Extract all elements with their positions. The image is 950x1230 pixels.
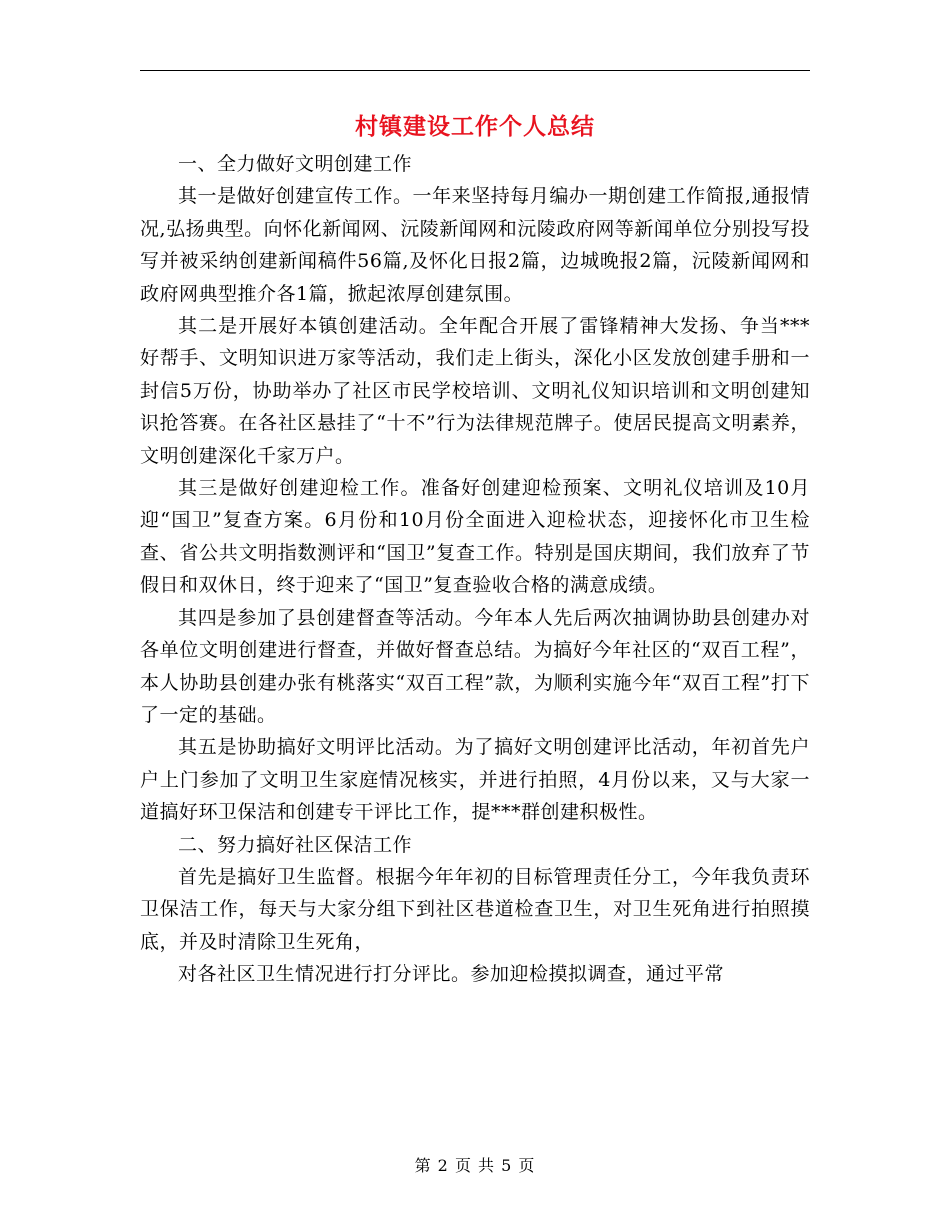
paragraph-activities: 其二是开展好本镇创建活动。全年配合开展了雷锋精神大发扬、争当***好帮手、文明知识进万家等活动，我们走上街头，深化小区发放创建手册和一封信5万份，协助举办了社区市民学校培训、文明礼仪知识培训和文明创建知识抢答赛。在各社区悬挂了“十不”行为法律规范牌子。使居民提高文明素养，文明创建深化千家万户。 [140,315,810,467]
header-rule [140,70,810,71]
paragraph-scoring: 对各社区卫生情况进行打分评比。参加迎检摸拟调查，通过平常 [178,963,725,986]
paragraph-evaluation: 其五是协助搞好文明评比活动。为了搞好文明创建评比活动，年初首先户户上门参加了文明卫生家庭情况核实，并进行拍照，4月份以来，又与大家一道搞好环卫保洁和创建专干评比工作，提***群创建积极性。 [140,736,810,824]
section-heading-2: 二、努力搞好社区保洁工作 [178,833,413,856]
paragraph-sanitation: 首先是搞好卫生监督。根据今年年初的目标管理责任分工，今年我负责环卫保洁工作，每天与大家分组下到社区巷道检查卫生，对卫生死角进行拍照摸底，并及时清除卫生死角， [140,865,810,953]
document-body [140,148,810,991]
document-title: 村镇建设工作个人总结 [355,114,595,140]
paragraph-supervision: 其四是参加了县创建督查等活动。今年本人先后两次抽调协助县创建办对各单位文明创建进行督查，并做好督查总结。为搞好今年社区的“双百工程”，本人协助县创建办张有桃落实“双百工程”款，为顺利实施今年“双百工程”打下了一定的基础。 [140,606,810,726]
page-number: 第 2 页 共 5 页 [414,1156,536,1175]
paragraph-publicity: 其一是做好创建宣传工作。一年来坚持每月编办一期创建工作简报,通报情况,弘扬典型。向怀化新闻网、沅陵新闻网和沅陵政府网等新闻单位分别投写投写并被采纳创建新闻稿件56篇,及怀化日报2篇，边城晚报2篇，沅陵新闻网和政府网典型推介各1篇，掀起浓厚创建氛围。 [140,185,810,305]
paragraph-inspection: 其三是做好创建迎检工作。准备好创建迎检预案、文明礼仪培训及10月迎“国卫”复查方案。6月份和10月份全面进入迎检状态，迎接怀化市卫生检查、省公共文明指数测评和“国卫”复查工作。特别是国庆期间，我们放弃了节假日和双休日，终于迎来了“国卫”复查验收合格的满意成绩。 [140,477,810,597]
section-heading-1: 一、全力做好文明创建工作 [178,153,413,175]
